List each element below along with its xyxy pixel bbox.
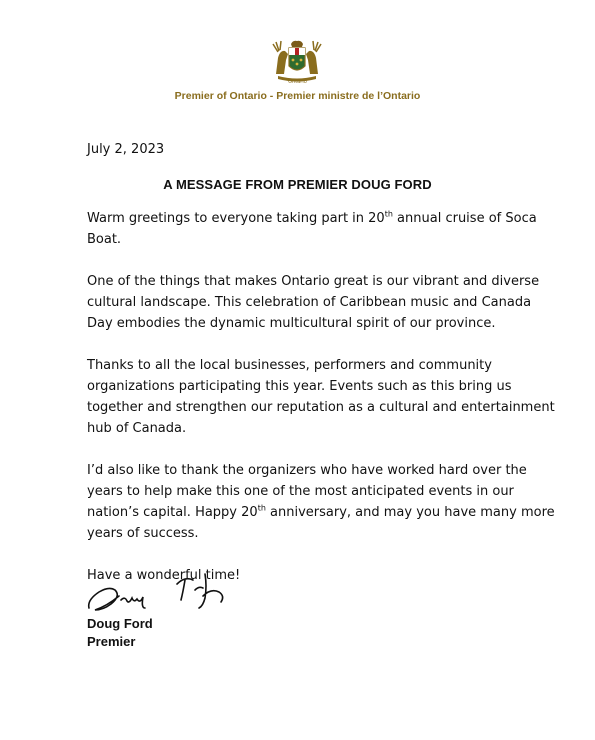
crest-caption: Ontario: [288, 79, 307, 85]
letter-date: July 2, 2023: [87, 142, 165, 157]
paragraph-1: Warm greetings to everyone taking part in 20th annual cruise of Soca Boat.: [87, 209, 537, 247]
letter-heading: A MESSAGE FROM PREMIER DOUG FORD: [163, 177, 432, 192]
closing-line: Have a wonderful time!: [87, 568, 241, 583]
letterhead-title: Premier of Ontario - Premier ministre de l’Ontario: [174, 90, 421, 102]
signature-image: [85, 566, 245, 616]
letter-body: [87, 208, 557, 607]
signer-block: [87, 615, 153, 651]
paragraph-3: Thanks to all the local businesses, performers and community organizations participating this year. Events such as this bring us together and strengthen our reputation as a cultural and entertainment hub of Canada.: [87, 358, 555, 436]
paragraph-2: One of the things that makes Ontario great is our vibrant and diverse cultural landscape. This celebration of Caribbean music and Canada Day embodies the dynamic multicultural spirit of our province.: [87, 274, 540, 331]
signer-name: Doug Ford: [87, 616, 153, 631]
paragraph-4: I’d also like to thank the organizers who have worked hard over the years to help make this one of the most anticipated events in our nation’s capital. Happy 20th anniversary, and may you have many more years of success.: [87, 463, 555, 541]
signer-title: Premier: [87, 634, 136, 649]
